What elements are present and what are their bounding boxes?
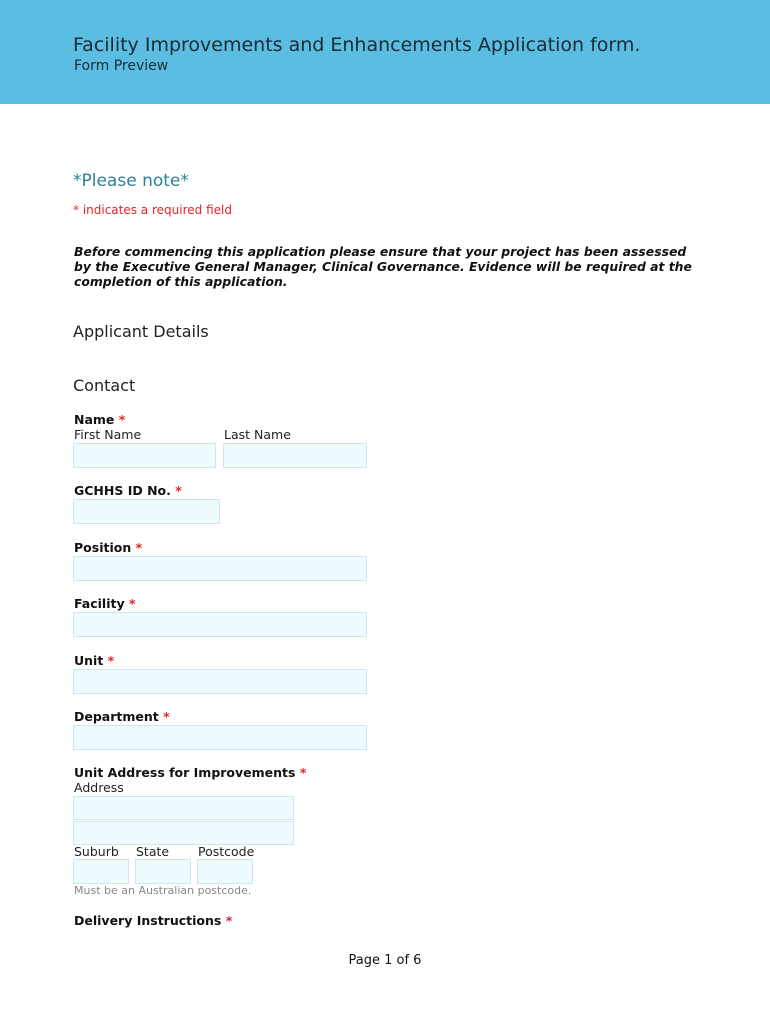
position-input[interactable]	[73, 556, 367, 581]
postcode-label: Postcode	[198, 844, 255, 859]
facility-input[interactable]	[73, 612, 367, 637]
gchhs-id-label-text: GCHHS ID No.	[74, 483, 171, 498]
required-star: *	[118, 412, 126, 427]
suburb-input[interactable]	[73, 859, 129, 884]
required-star: *	[129, 596, 136, 611]
facility-label	[74, 596, 136, 611]
last-name-input[interactable]	[223, 443, 367, 468]
instruction-paragraph: Before commencing this application please ensure that your project has been assessed by the Executive General Manager, Clinical Governance. Evidence will be required at the completion of this application.	[74, 244, 692, 289]
page-number: Page 1 of 6	[348, 953, 422, 968]
address-sublabel: Address	[74, 780, 124, 795]
first-name-label: First Name	[74, 427, 142, 442]
state-input[interactable]	[135, 859, 191, 884]
gchhs-id-label	[74, 483, 182, 498]
section-applicant-details: Applicant Details	[73, 322, 209, 341]
form-subtitle: Form Preview	[74, 58, 169, 74]
delivery-instructions-label	[74, 913, 232, 928]
required-star: *	[175, 483, 182, 498]
name-label	[74, 412, 125, 427]
department-label-text: Department	[74, 709, 159, 724]
note-heading: *Please note*	[73, 171, 189, 191]
delivery-instructions-label-text: Delivery Instructions	[74, 913, 222, 928]
department-label	[74, 709, 170, 724]
required-field-note: * indicates a required field	[73, 203, 232, 217]
suburb-label: Suburb	[74, 844, 119, 859]
position-label-text: Position	[74, 540, 132, 555]
required-star: *	[107, 653, 115, 668]
facility-label-text: Facility	[74, 596, 125, 611]
position-label	[74, 540, 142, 555]
department-input[interactable]	[73, 725, 367, 750]
gchhs-id-input[interactable]	[73, 499, 220, 524]
required-star: *	[299, 765, 307, 780]
postcode-input[interactable]	[197, 859, 253, 884]
required-star: *	[163, 709, 170, 724]
address-line2-input[interactable]	[73, 821, 294, 845]
unit-address-label-text: Unit Address for Improvements	[74, 765, 296, 780]
first-name-input[interactable]	[73, 443, 216, 468]
unit-label	[74, 653, 114, 668]
required-star: *	[135, 540, 143, 555]
form-title: Facility Improvements and Enhancements Application form.	[73, 34, 641, 56]
required-star: *	[225, 913, 233, 928]
unit-input[interactable]	[73, 669, 367, 694]
state-label: State	[136, 844, 170, 859]
address-line1-input[interactable]	[73, 796, 294, 820]
unit-label-text: Unit	[74, 653, 104, 668]
last-name-label: Last Name	[224, 427, 291, 442]
name-label-text: Name	[74, 412, 115, 427]
section-contact: Contact	[73, 376, 136, 395]
unit-address-label	[74, 765, 306, 780]
postcode-hint: Must be an Australian postcode.	[74, 884, 252, 897]
form-header	[0, 0, 770, 104]
